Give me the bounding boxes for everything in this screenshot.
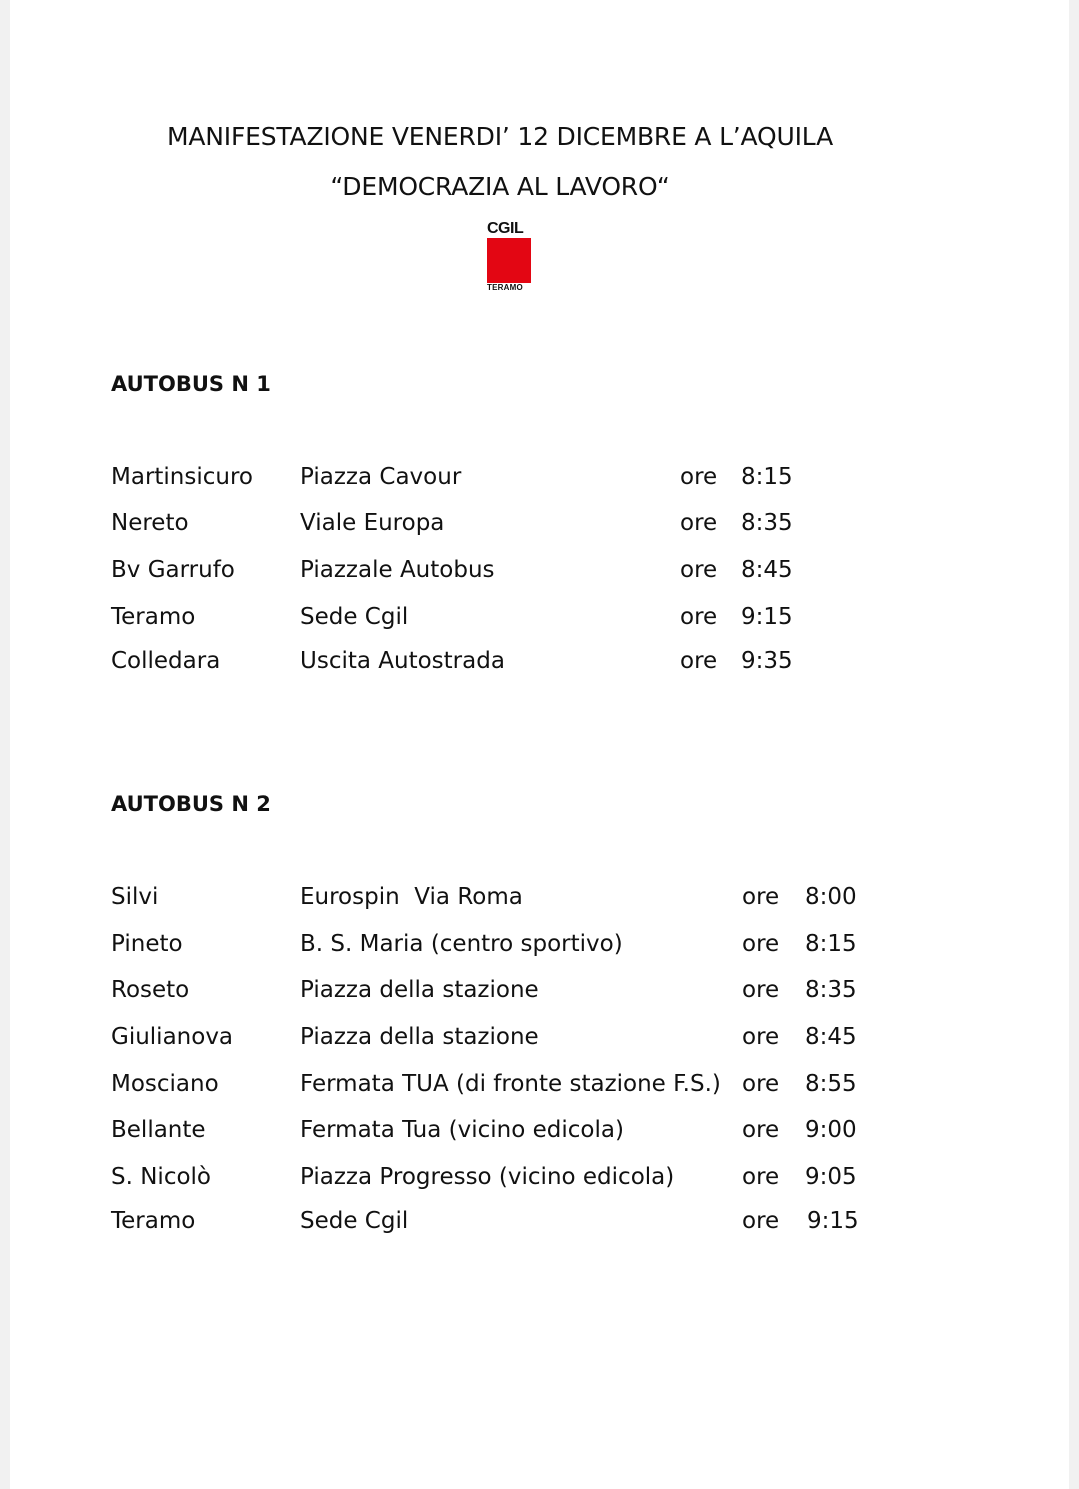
stop-place: Sede Cgil xyxy=(300,604,409,630)
stop-ore-label: ore xyxy=(742,1117,780,1143)
stop-ore-label: ore xyxy=(742,1024,780,1050)
stop-city: Colledara xyxy=(111,648,221,674)
stop-place: Fermata Tua (vicino edicola) xyxy=(300,1117,624,1143)
stop-city: Roseto xyxy=(111,977,190,1003)
stop-time: 8:45 xyxy=(741,557,793,583)
stop-time: 9:00 xyxy=(805,1117,857,1143)
bus2-stop-row xyxy=(10,1208,1069,1242)
stop-place: B. S. Maria (centro sportivo) xyxy=(300,931,623,957)
stop-place: Fermata TUA (di fronte stazione F.S.) xyxy=(300,1071,721,1097)
bus1-heading: AUTOBUS N 1 xyxy=(111,372,271,396)
stop-place: Sede Cgil xyxy=(300,1208,409,1234)
stop-city: Teramo xyxy=(111,604,196,630)
bus2-stop-row xyxy=(10,884,1069,918)
stop-place: Piazza Progresso (vicino edicola) xyxy=(300,1164,675,1190)
stop-place: Piazzale Autobus xyxy=(300,557,495,583)
stop-time: 8:45 xyxy=(805,1024,857,1050)
stop-time: 9:15 xyxy=(741,604,793,630)
stop-place: Piazza della stazione xyxy=(300,1024,539,1050)
stop-place: Viale Europa xyxy=(300,510,445,536)
stop-city: Martinsicuro xyxy=(111,464,253,490)
stop-ore-label: ore xyxy=(742,977,780,1003)
stop-ore-label: ore xyxy=(680,510,718,536)
stop-time: 8:35 xyxy=(805,977,857,1003)
bus1-stop-row xyxy=(10,557,1069,591)
bus1-stop-row xyxy=(10,464,1069,498)
stop-city: Pineto xyxy=(111,931,183,957)
stop-ore-label: ore xyxy=(680,648,718,674)
stop-ore-label: ore xyxy=(742,1164,780,1190)
stop-ore-label: ore xyxy=(680,464,718,490)
stop-ore-label: ore xyxy=(742,931,780,957)
stop-city: Silvi xyxy=(111,884,159,910)
bus1-stop-row xyxy=(10,604,1069,638)
stop-city: S. Nicolò xyxy=(111,1164,211,1190)
document-subtitle: “DEMOCRAZIA AL LAVORO“ xyxy=(330,172,670,201)
stop-time: 9:15 xyxy=(807,1208,859,1234)
stop-city: Giulianova xyxy=(111,1024,234,1050)
logo-red-square xyxy=(487,238,531,283)
document-page xyxy=(10,0,1069,1489)
bus2-stop-row xyxy=(10,1164,1069,1198)
stop-city: Teramo xyxy=(111,1208,196,1234)
stop-place: Eurospin Via Roma xyxy=(300,884,523,910)
stop-time: 9:35 xyxy=(741,648,793,674)
stop-time: 8:35 xyxy=(741,510,793,536)
stop-time: 9:05 xyxy=(805,1164,857,1190)
stop-ore-label: ore xyxy=(680,557,718,583)
bus2-heading: AUTOBUS N 2 xyxy=(111,792,271,816)
bus2-stop-row xyxy=(10,1117,1069,1151)
logo-bottom-text: TERAMO xyxy=(487,283,523,292)
logo-top-text: CGIL xyxy=(487,220,524,237)
stop-place: Piazza Cavour xyxy=(300,464,462,490)
stop-place: Piazza della stazione xyxy=(300,977,539,1003)
stop-city: Mosciano xyxy=(111,1071,219,1097)
bus1-stop-row xyxy=(10,510,1069,544)
stop-ore-label: ore xyxy=(680,604,718,630)
stop-ore-label: ore xyxy=(742,884,780,910)
stop-time: 8:15 xyxy=(805,931,857,957)
bus1-stop-row xyxy=(10,648,1069,682)
stop-ore-label: ore xyxy=(742,1208,780,1234)
stop-ore-label: ore xyxy=(742,1071,780,1097)
stop-city: Bellante xyxy=(111,1117,206,1143)
stop-time: 8:15 xyxy=(741,464,793,490)
bus2-stop-row xyxy=(10,977,1069,1011)
stop-place: Uscita Autostrada xyxy=(300,648,505,674)
stop-time: 8:00 xyxy=(805,884,857,910)
bus2-stop-row xyxy=(10,1024,1069,1058)
stop-time: 8:55 xyxy=(805,1071,857,1097)
document-title: MANIFESTAZIONE VENERDI’ 12 DICEMBRE A L’AQUILA xyxy=(167,122,833,151)
stop-city: Bv Garrufo xyxy=(111,557,235,583)
bus2-stop-row xyxy=(10,931,1069,965)
stop-city: Nereto xyxy=(111,510,189,536)
bus2-stop-row xyxy=(10,1071,1069,1105)
cgil-logo xyxy=(485,220,535,294)
